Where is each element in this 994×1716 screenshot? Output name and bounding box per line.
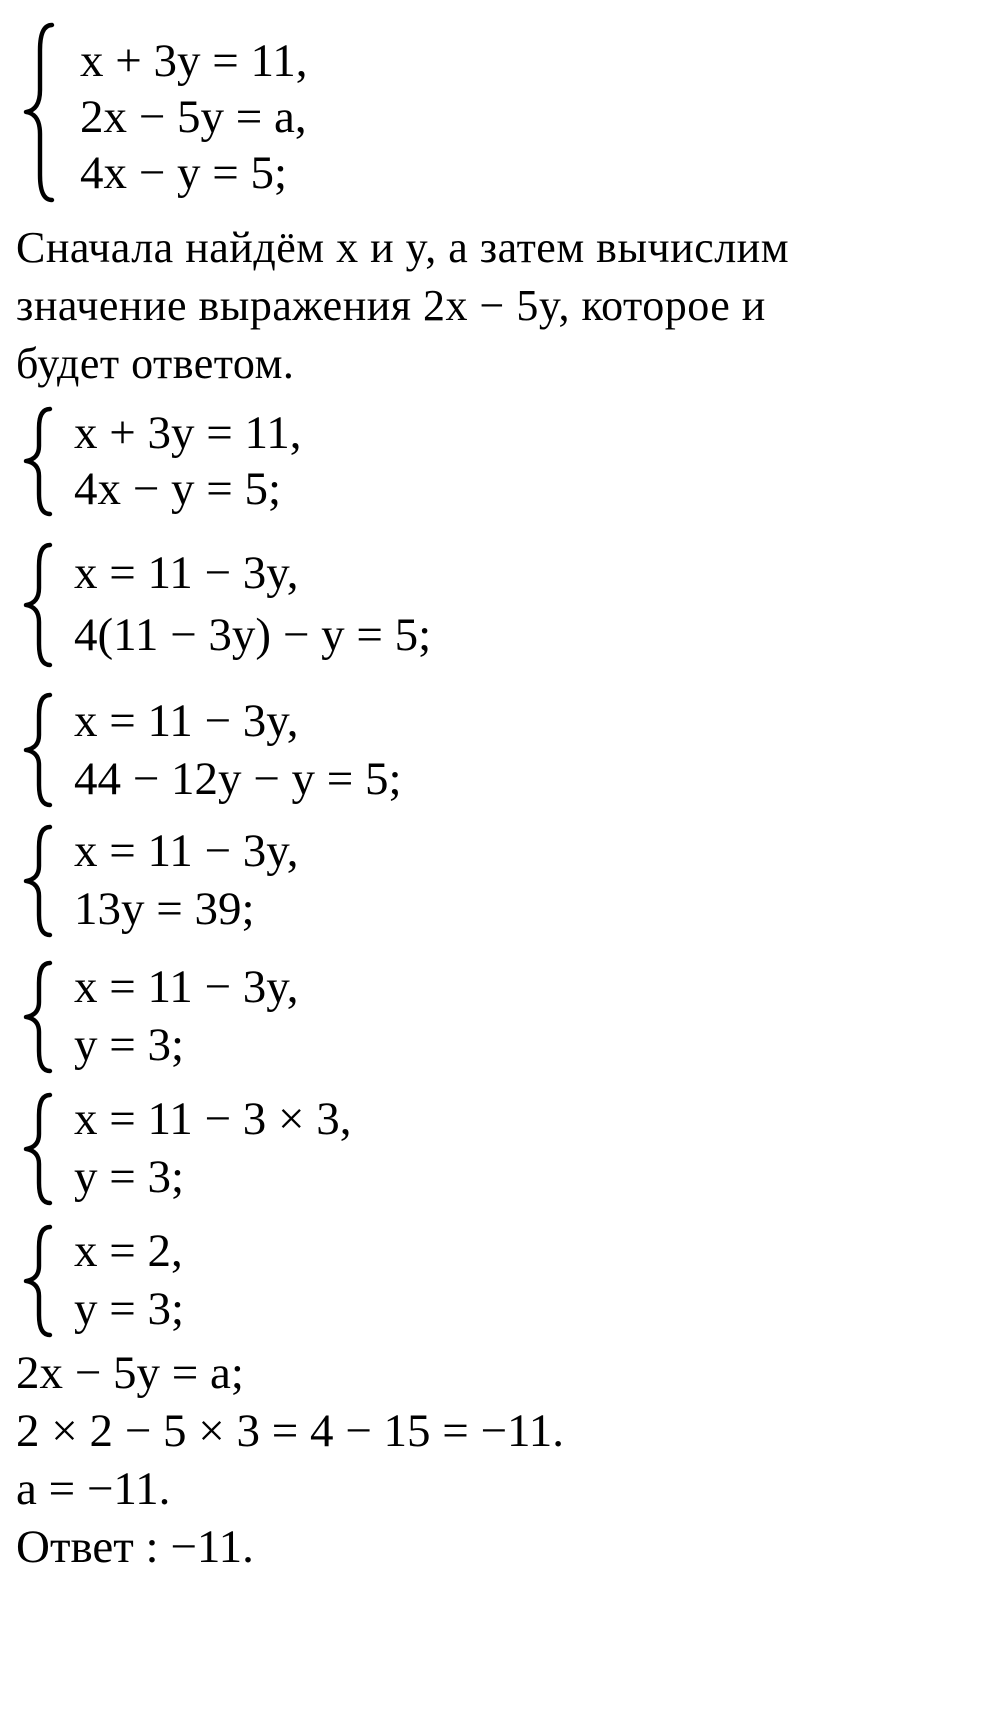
equation-line: x + 3y = 11, bbox=[74, 407, 302, 459]
left-brace bbox=[12, 690, 62, 810]
equation-line: x = 11 − 3y, bbox=[74, 547, 299, 599]
equation-line: x = 11 − 3y, bbox=[74, 825, 299, 877]
left-brace bbox=[12, 1090, 62, 1208]
equation-line: 2x − 5y = a, bbox=[80, 91, 307, 143]
equation-line: 4x − y = 5; bbox=[74, 463, 282, 515]
equation-system-6 bbox=[12, 958, 432, 1076]
equation-system-8 bbox=[12, 1222, 432, 1340]
equation-system-3 bbox=[12, 540, 492, 670]
computation-line: 2 × 2 − 5 × 3 = 4 − 15 = −11. bbox=[16, 1405, 565, 1457]
computation-line: 2x − 5y = a; bbox=[16, 1347, 244, 1399]
equation-line: 4x − y = 5; bbox=[80, 147, 288, 199]
answer-line: Ответ : −11. bbox=[16, 1521, 254, 1573]
equation-system-7 bbox=[12, 1090, 452, 1208]
equation-line: y = 3; bbox=[74, 1019, 185, 1071]
computation-line: a = −11. bbox=[16, 1463, 171, 1515]
equation-system-2 bbox=[12, 404, 432, 519]
left-brace bbox=[12, 540, 62, 670]
equation-line: x + 3y = 11, bbox=[80, 35, 308, 87]
equation-system-4 bbox=[12, 690, 472, 810]
intro-line: значение выражения 2x − 5y, которое и bbox=[16, 281, 766, 330]
left-brace bbox=[12, 1222, 62, 1340]
equation-line: x = 11 − 3y, bbox=[74, 695, 299, 747]
equation-line: x = 11 − 3 × 3, bbox=[74, 1093, 352, 1145]
left-brace bbox=[12, 822, 62, 940]
left-brace bbox=[12, 404, 62, 519]
equation-line: 4(11 − 3y) − y = 5; bbox=[74, 609, 432, 661]
equation-line: x = 2, bbox=[74, 1225, 183, 1277]
equation-line: 13y = 39; bbox=[74, 883, 255, 935]
intro-line: будет ответом. bbox=[16, 339, 295, 388]
intro-line: Сначала найдём x и y, а затем вычислим bbox=[16, 223, 790, 272]
equation-system-1 bbox=[12, 20, 432, 205]
equation-system-5 bbox=[12, 822, 432, 940]
left-brace bbox=[12, 20, 62, 205]
equation-line: y = 3; bbox=[74, 1283, 185, 1335]
equation-line: 44 − 12y − y = 5; bbox=[74, 753, 402, 805]
equation-line: y = 3; bbox=[74, 1151, 185, 1203]
equation-line: x = 11 − 3y, bbox=[74, 961, 299, 1013]
left-brace bbox=[12, 958, 62, 1076]
